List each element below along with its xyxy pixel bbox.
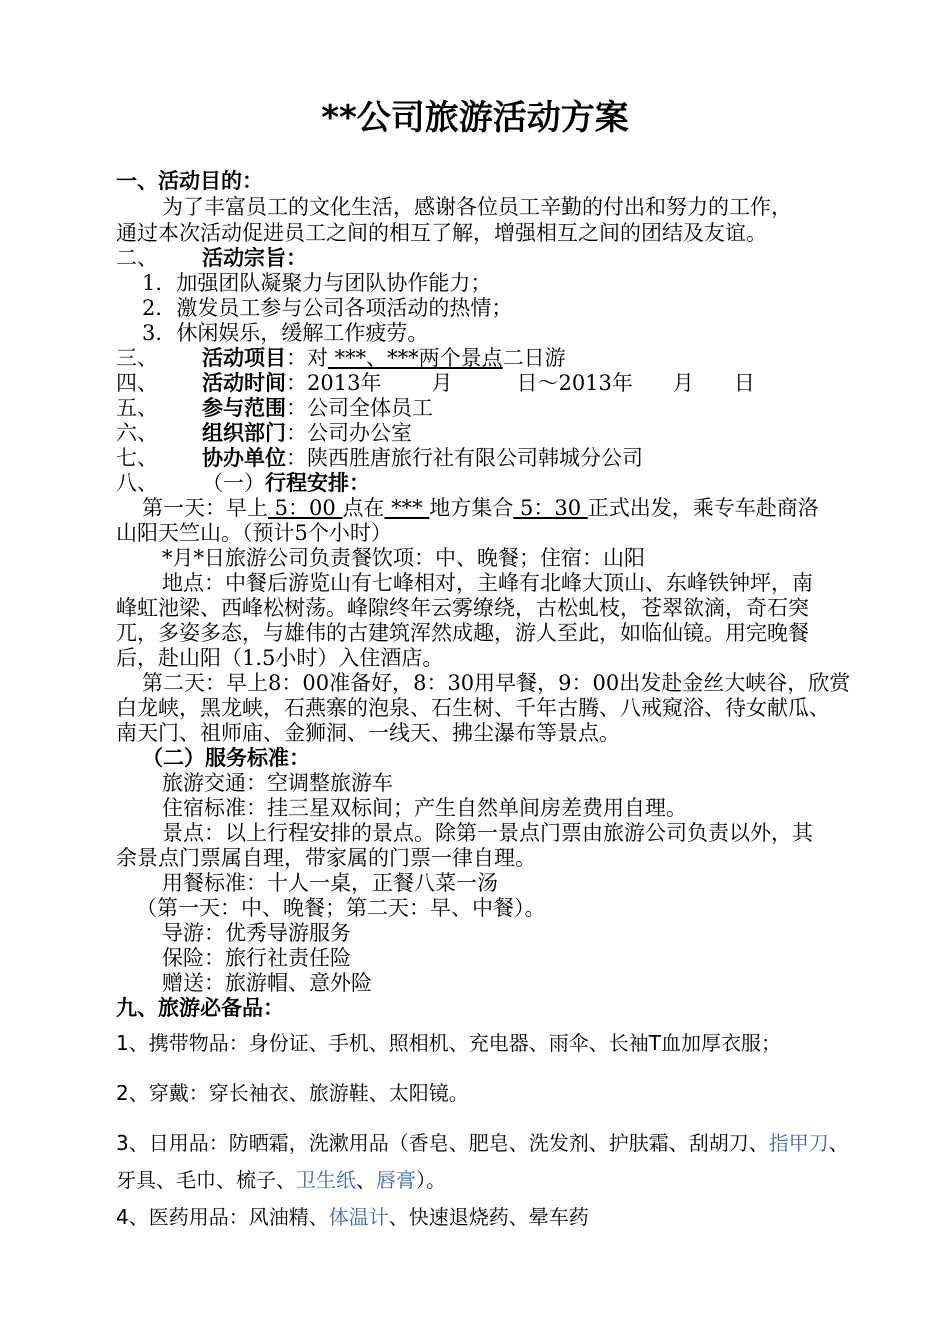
essentials-link[interactable]: 唇膏: [376, 1168, 416, 1192]
section-heading: 组织部门: [202, 421, 286, 445]
essentials-item: [116, 1130, 849, 1156]
service-line: 导游：优秀导游服务: [162, 921, 351, 945]
section-7-line: [116, 445, 643, 471]
section-text: ：对: [286, 346, 328, 370]
essentials-text: 、: [356, 1168, 376, 1192]
section-number: 六、: [116, 421, 158, 445]
month-field: 月: [672, 371, 694, 395]
itinerary-line: *月*日旅游公司负责餐饮项：中、晚餐；住宿：山阳: [162, 546, 645, 570]
essentials-text: 4、医药用品：风油精、: [116, 1205, 329, 1229]
essentials-link[interactable]: 卫生纸: [296, 1168, 356, 1192]
itinerary-line: 白龙峡，黑龙峡，石燕寨的泡泉、石生树、千年古腾、八戒窥浴、待女献瓜、: [116, 696, 830, 720]
underlined-field: 5：00: [268, 496, 343, 520]
day-field: 日: [733, 371, 755, 395]
section-number: 三、: [116, 346, 158, 370]
section-number: 二、: [116, 246, 158, 270]
section-heading: 活动宗旨：: [202, 246, 307, 270]
section-1-heading: 一、活动目的：: [116, 169, 263, 193]
section-number: 四、: [116, 371, 158, 395]
service-line: 景点：以上行程安排的景点。除第一景点门票由旅游公司负责以外，其: [162, 821, 813, 845]
section-1-paragraph-line: 通过本次活动促进员工之间的相互了解，增强相互之间的团结及友谊。: [116, 221, 767, 245]
itinerary-line: 地点：中餐后游览山有七峰相对，主峰有北峰大顶山、东峰铁钟坪，南: [162, 571, 813, 595]
essentials-item: [116, 1204, 589, 1230]
itinerary-line: 第二天：早上8：00准备好，8：30用早餐，9：00出发赴金丝大峡谷，欣赏: [142, 671, 851, 695]
underlined-field: 5：30: [513, 496, 588, 520]
subsection-number: （一）: [202, 471, 265, 495]
itinerary-line: 峰虹池梁、西峰松树荡。峰隙终年云雾缭绕，古松虬枝，苍翠欲滴，奇石突: [116, 596, 809, 620]
section-heading: 参与范围: [202, 396, 286, 420]
essentials-text: 牙具、毛巾、梳子、: [116, 1168, 296, 1192]
service-line: 余景点门票属自理，带家属的门票一律自理。: [116, 846, 536, 870]
section-number: 七、: [116, 446, 158, 470]
list-item: 1．加强团队凝聚力与团队协作能力；: [142, 271, 492, 295]
underlined-field: ***: [384, 496, 430, 520]
section-text: ：陕西胜唐旅行社有限公司韩城分公司: [286, 446, 643, 470]
list-item: 3．休闲娱乐，缓解工作疲劳。: [142, 321, 429, 345]
itinerary-line: 山阳天竺山。（预计5个小时）: [116, 521, 392, 545]
essentials-text: 、快速退烧药、晕车药: [388, 1205, 589, 1229]
section-heading: 协办单位: [202, 446, 286, 470]
service-line: 赠送：旅游帽、意外险: [162, 971, 372, 995]
section-text: ：公司办公室: [286, 421, 412, 445]
section-9-heading: 九、旅游必备品：: [116, 996, 284, 1020]
service-line: 旅游交通：空调整旅游车: [162, 771, 393, 795]
section-1-paragraph-line: 为了丰富员工的文化生活，感谢各位员工辛勤的付出和努力的工作，: [162, 195, 792, 219]
section-heading: 活动项目: [202, 346, 286, 370]
section-4-line: [116, 370, 755, 396]
itinerary-line: 后，赴山阳（1.5小时）入住酒店。: [116, 646, 444, 670]
section-2-heading-line: [116, 245, 307, 271]
section-text: ：: [286, 371, 307, 395]
month-field: 月: [431, 371, 453, 395]
service-line: 用餐标准：十人一桌，正餐八菜一汤: [162, 871, 498, 895]
essentials-text: 、: [828, 1131, 849, 1155]
section-6-line: [116, 420, 412, 446]
essentials-text: 3、日用品：防晒霜，洗漱用品（香皂、肥皂、洗发剂、护肤霜、刮胡刀、: [116, 1131, 769, 1155]
section-number: 五、: [116, 396, 158, 420]
essentials-link[interactable]: 指甲刀: [768, 1131, 829, 1155]
essentials-link[interactable]: 体温计: [328, 1205, 389, 1229]
section-5-line: [116, 395, 433, 421]
section-text: ：公司全体员工: [286, 396, 433, 420]
underlined-field: ***、***两个景点: [328, 346, 503, 370]
itinerary-text: 地方集合: [429, 496, 514, 520]
section-heading: 活动时间: [202, 371, 286, 395]
section-8-line: [116, 470, 370, 496]
subsection-heading: （二）服务标准：: [142, 746, 310, 770]
itinerary-text: 点在: [342, 496, 385, 520]
subsection-heading: 行程安排：: [265, 471, 370, 495]
itinerary-text: 第一天：早上: [142, 496, 268, 520]
document-title: **公司旅游活动方案: [321, 98, 629, 138]
essentials-item: 2、穿戴：穿长袖衣、旅游鞋、太阳镜。: [116, 1081, 469, 1105]
itinerary-day1-line: [142, 495, 819, 521]
service-line: 住宿标准：挂三星双标间；产生自然单间房差费用自理。: [162, 796, 687, 820]
section-text: 二日游: [502, 346, 566, 370]
list-item: 2．激发员工参与公司各项活动的热情；: [142, 296, 513, 320]
year-field: 2013年: [307, 371, 382, 395]
service-line: （第一天：中、晚餐；第二天：早、中餐）。: [136, 896, 546, 920]
section-3-line: [116, 345, 566, 371]
itinerary-line: 兀，多姿多态，与雄伟的古建筑浑然成趣，游人至此，如临仙镜。用完晚餐: [116, 621, 809, 645]
itinerary-line: 南天门、祖师庙、金狮洞、一线天、拂尘瀑布等景点。: [116, 721, 620, 745]
essentials-text: ）。: [416, 1168, 446, 1192]
essentials-item-continued: [116, 1167, 446, 1193]
section-number: 八、: [116, 471, 158, 495]
day-field: 日～2013年: [516, 371, 633, 395]
essentials-item: 1、携带物品：身份证、手机、照相机、充电器、雨伞、长袖T血加厚衣服；: [116, 1031, 781, 1055]
service-line: 保险：旅行社责任险: [162, 946, 351, 970]
itinerary-text: 正式出发，乘专车赴商洛: [587, 496, 819, 520]
